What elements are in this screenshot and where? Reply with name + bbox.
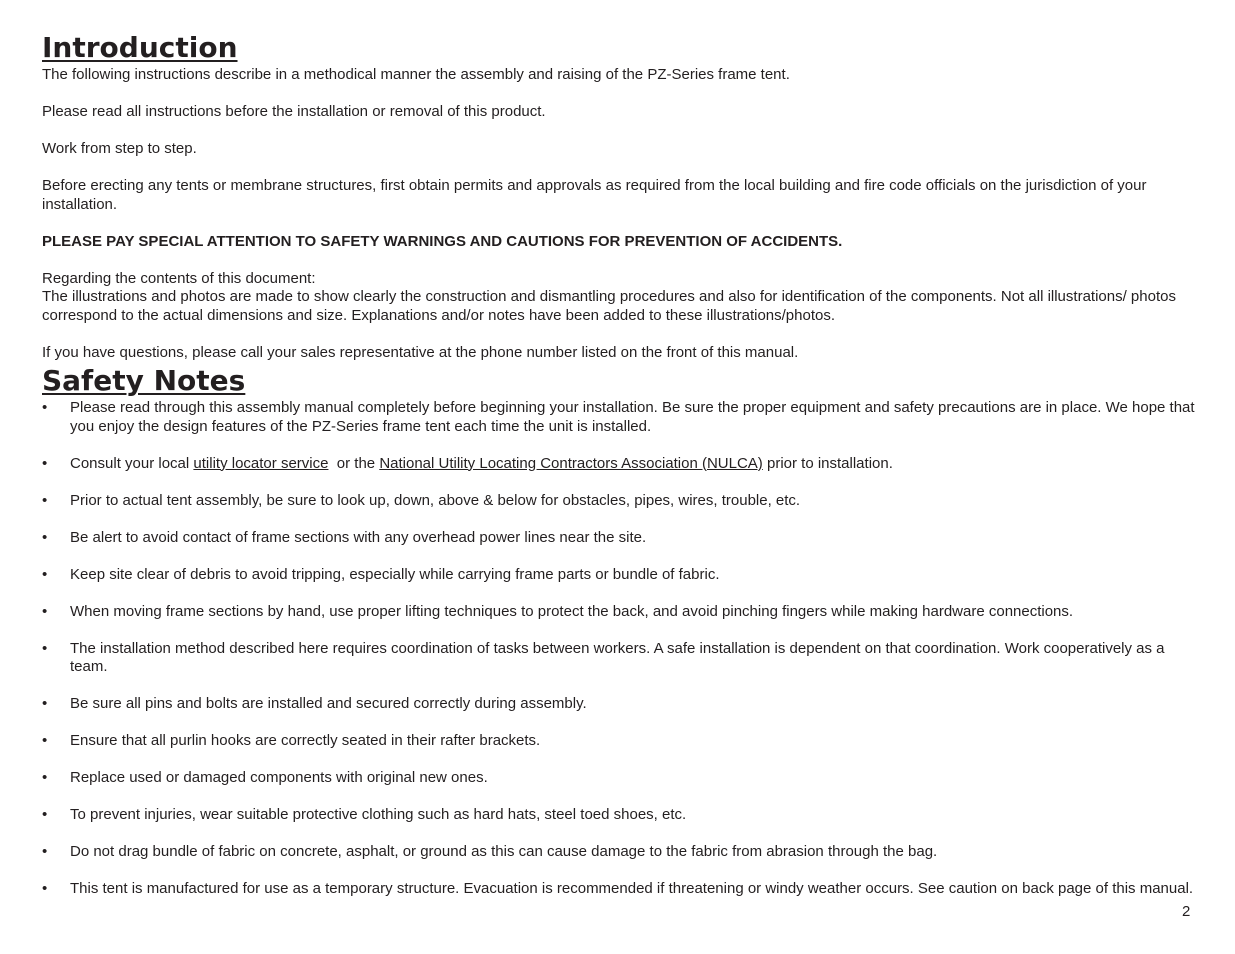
bullet-icon: • bbox=[42, 843, 48, 860]
bullet-icon: • bbox=[42, 639, 48, 657]
list-item bbox=[42, 806, 1197, 825]
note-text-middle: or the bbox=[328, 454, 380, 472]
bullet-icon: • bbox=[42, 491, 48, 509]
note-text: Prior to actual tent assembly, be sure to look up, down, above & below for obstacles, pipes, wires, trouble, etc. bbox=[70, 491, 801, 509]
bullet-icon: • bbox=[42, 769, 48, 786]
list-item bbox=[42, 732, 1197, 751]
intro-paragraph: Before erecting any tents or membrane structures, first obtain permits and approvals as required from the local building and fire code officials on the jurisdiction of your installation. bbox=[42, 177, 1147, 213]
intro-heading: Introduction bbox=[42, 31, 238, 64]
list-item bbox=[42, 695, 1197, 714]
note-text: The installation method described here requires coordination of tasks between workers. A safe installation is dependent on that coordination. Work cooperatively as a team. bbox=[70, 639, 1165, 675]
utility-locator-link[interactable]: utility locator service bbox=[193, 454, 329, 472]
note-text: Replace used or damaged components with original new ones. bbox=[70, 769, 488, 786]
bullet-icon: • bbox=[42, 454, 48, 472]
intro-paragraph: Please read all instructions before the installation or removal of this product. bbox=[42, 103, 546, 120]
bullet-icon: • bbox=[42, 602, 48, 620]
questions-paragraph: If you have questions, please call your sales representative at the phone number listed on the front of this manual. bbox=[42, 343, 799, 361]
bullet-icon: • bbox=[42, 695, 48, 712]
bullet-icon: • bbox=[42, 880, 48, 897]
bullet-icon: • bbox=[42, 565, 48, 583]
note-text: Be alert to avoid contact of frame sections with any overhead power lines near the site. bbox=[70, 528, 647, 546]
list-item bbox=[42, 455, 1197, 474]
note-text: Please read through this assembly manual completely before beginning your installation. Be sure the proper equipment and safety precautions are in place. We hope that you enjoy the design features of the PZ-Series frame tent each time the unit is installed. bbox=[70, 399, 1195, 435]
intro-paragraph: The following instructions describe in a methodical manner the assembly and raising of the PZ-Series frame tent. bbox=[42, 66, 790, 83]
list-item bbox=[42, 769, 1197, 788]
safety-notes-list bbox=[42, 399, 1197, 899]
note-text: Do not drag bundle of fabric on concrete, asphalt, or ground as this can cause damage to the fabric from abrasion through the bag. bbox=[70, 843, 938, 860]
note-text: To prevent injuries, wear suitable protective clothing such as hard hats, steel toed shoes, etc. bbox=[70, 806, 687, 823]
nulca-link[interactable]: National Utility Locating Contractors Association (NULCA) bbox=[379, 454, 763, 472]
note-text: Keep site clear of debris to avoid tripping, especially while carrying frame parts or bundle of fabric. bbox=[70, 565, 720, 583]
safety-heading: Safety Notes bbox=[42, 364, 246, 397]
page-number: 2 bbox=[1182, 903, 1191, 920]
list-item bbox=[42, 492, 1197, 511]
intro-paragraph: Work from step to step. bbox=[42, 140, 197, 157]
list-item bbox=[42, 843, 1197, 862]
note-text: This tent is manufactured for use as a temporary structure. Evacuation is recommended if threatening or windy weather occurs. See caution on back page of this manual. bbox=[70, 880, 1194, 897]
note-text: Be sure all pins and bolts are installed and secured correctly during assembly. bbox=[70, 695, 587, 712]
list-item bbox=[42, 603, 1197, 622]
bullet-icon: • bbox=[42, 732, 48, 749]
note-text-prefix: Consult your local bbox=[70, 454, 194, 472]
list-item bbox=[42, 399, 1197, 436]
document-page bbox=[42, 30, 1197, 899]
list-item bbox=[42, 529, 1197, 548]
list-item bbox=[42, 566, 1197, 585]
note-text: Ensure that all purlin hooks are correctly seated in their rafter brackets. bbox=[70, 732, 541, 749]
bullet-icon: • bbox=[42, 806, 48, 823]
note-text: When moving frame sections by hand, use proper lifting techniques to protect the back, and avoid pinching fingers while making hardware connections. bbox=[70, 602, 1074, 620]
contents-label: Regarding the contents of this document: bbox=[42, 269, 316, 287]
note-text-suffix: prior to installation. bbox=[762, 454, 893, 472]
list-item bbox=[42, 640, 1197, 677]
contents-text: The illustrations and photos are made to show clearly the construction and dismantling procedures and also for identification of the components. Not all illustrations/ photos correspond to the actual dimensions and size. Explanations and/or notes have been added to these illustrations/photos. bbox=[42, 288, 1176, 324]
safety-warning: PLEASE PAY SPECIAL ATTENTION TO SAFETY WARNINGS AND CAUTIONS FOR PREVENTION OF ACCIDENTS. bbox=[42, 232, 843, 250]
bullet-icon: • bbox=[42, 399, 48, 416]
list-item bbox=[42, 880, 1197, 899]
bullet-icon: • bbox=[42, 528, 48, 546]
